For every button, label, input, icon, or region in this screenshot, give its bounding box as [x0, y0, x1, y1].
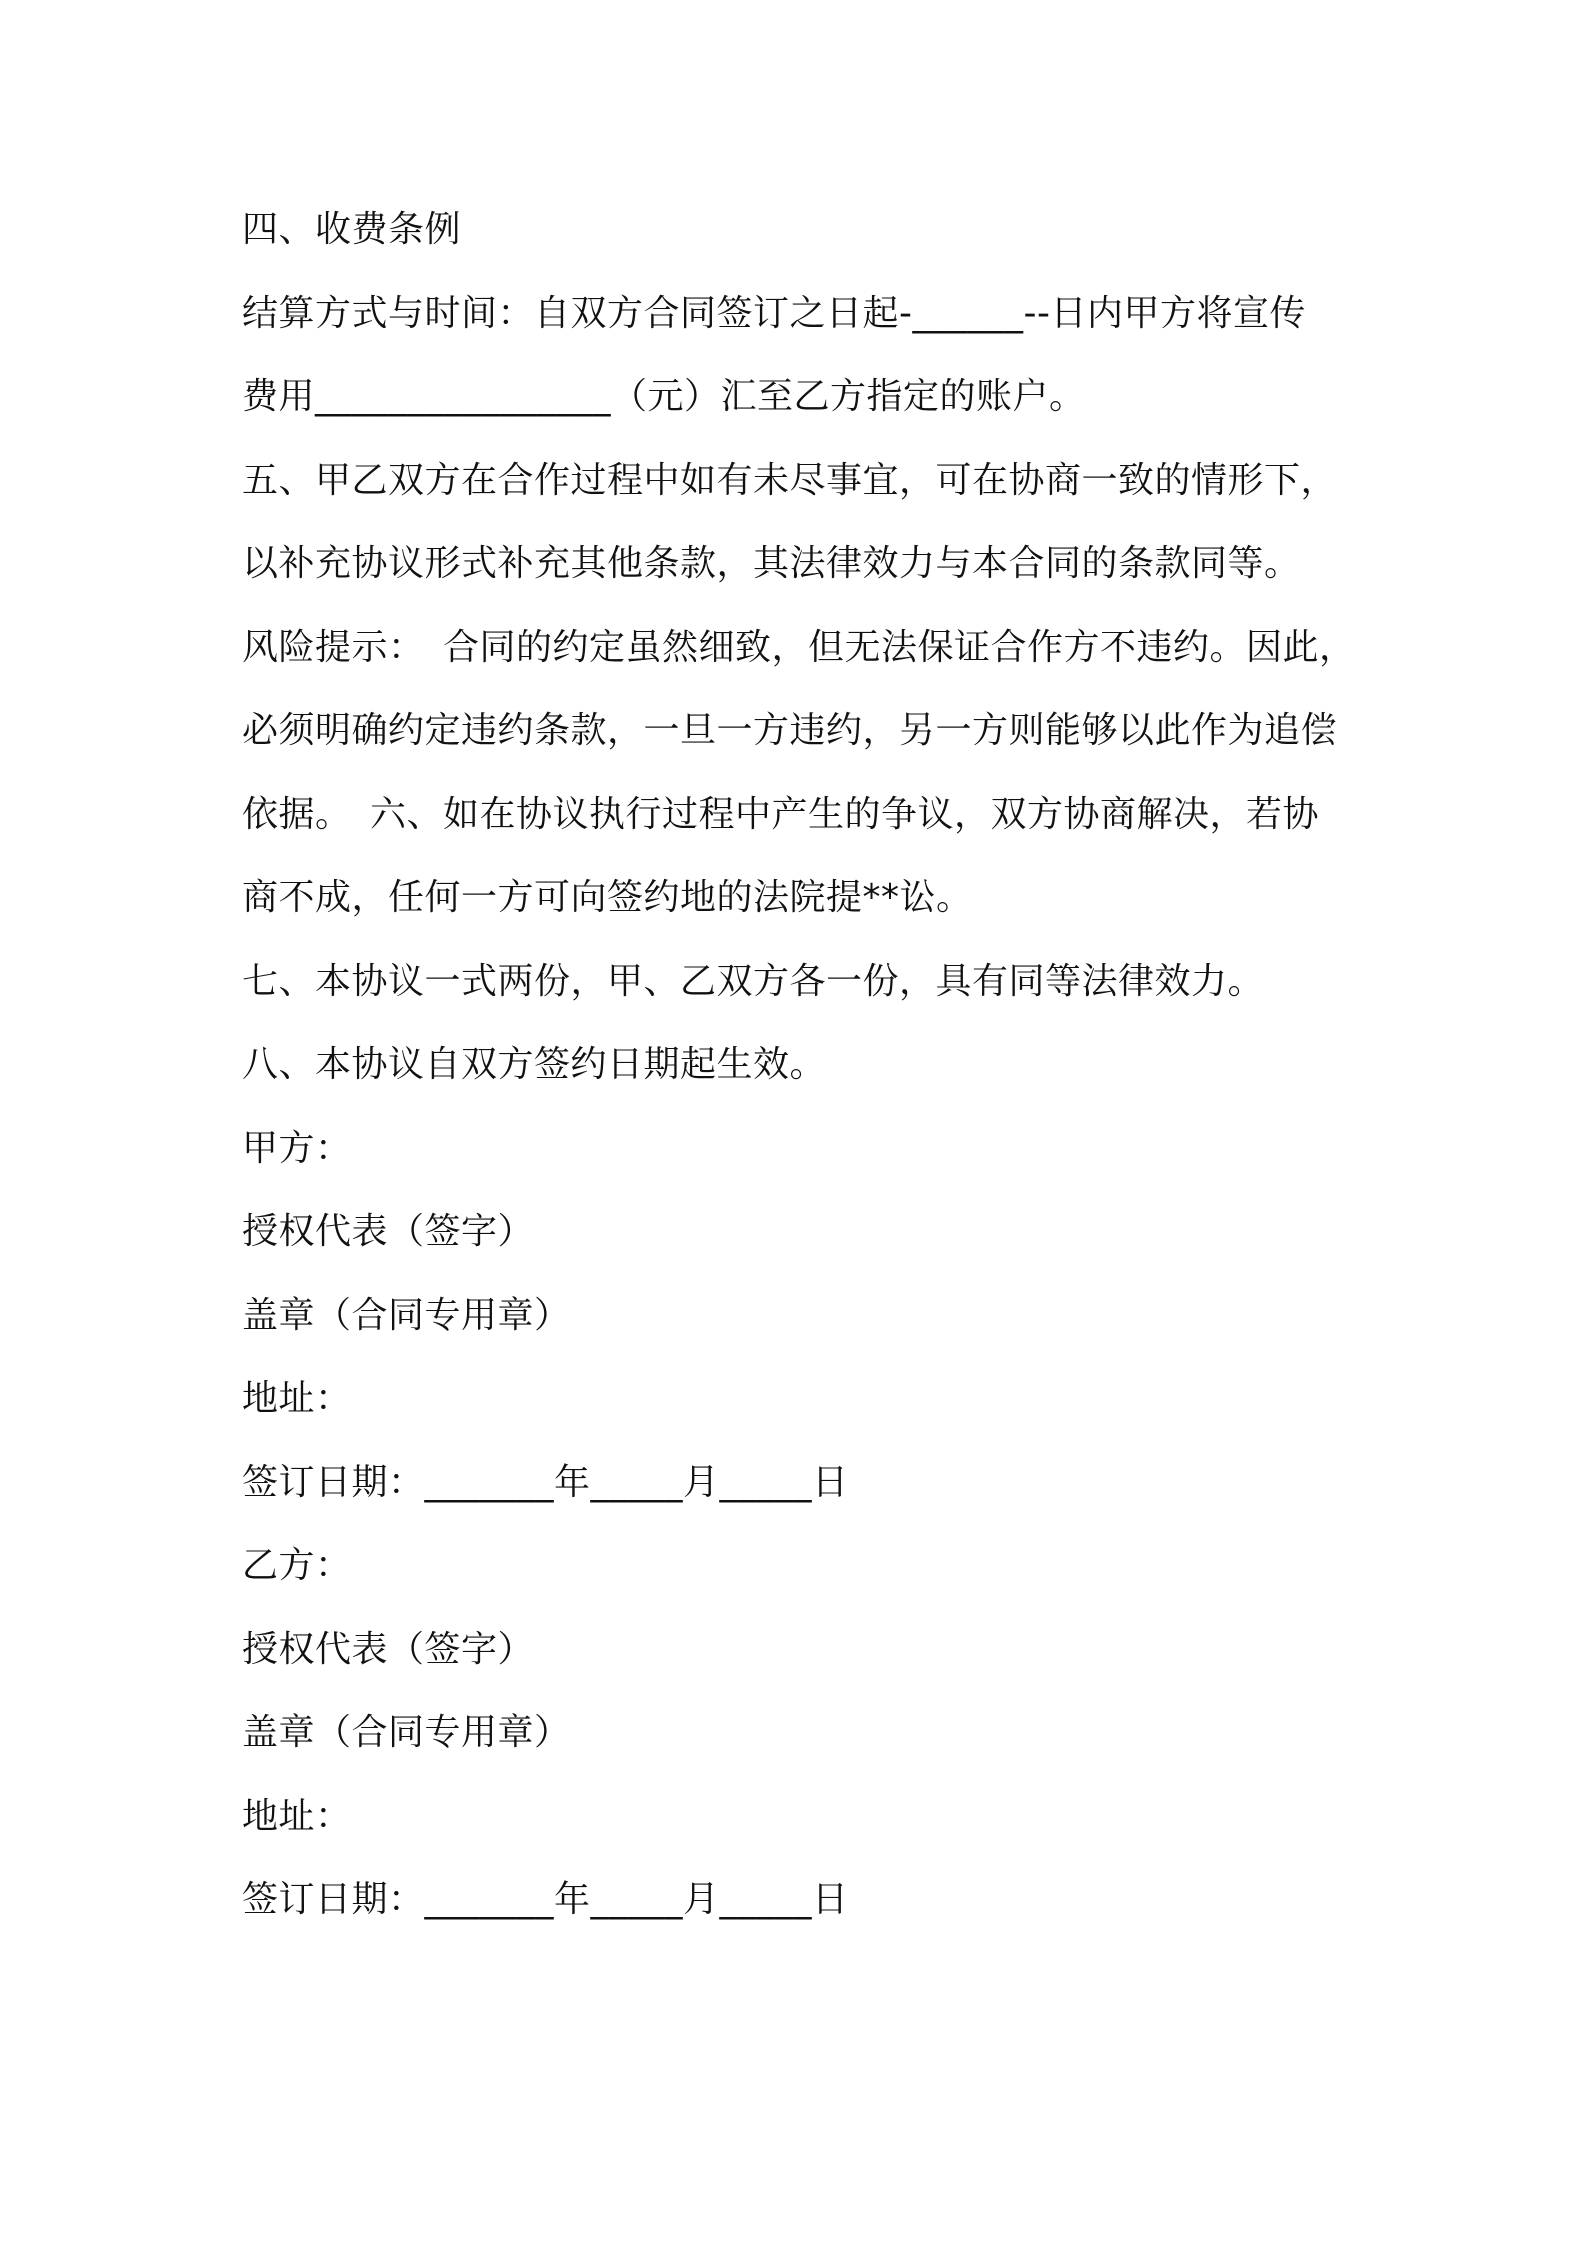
clause-six-line-2: 商不成，任何一方可向签约地的法院提**讼。 — [242, 877, 973, 918]
party-b-seal: 盖章（合同专用章） — [242, 1712, 571, 1753]
clause-eight: 八、本协议自双方签约日期起生效。 — [242, 1044, 827, 1085]
party-b-address: 地址： — [242, 1796, 352, 1837]
section-heading-fees: 四、收费条例 — [242, 209, 462, 250]
party-a-seal: 盖章（合同专用章） — [242, 1295, 571, 1336]
risk-notice-line-2: 必须明确约定违约条款，一旦一方违约，另一方则能够以此作为追偿 — [242, 710, 1338, 751]
party-a-address: 地址： — [242, 1378, 352, 1419]
risk-notice-line-1: 风险提示： 合同的约定虽然细致，但无法保证合作方不违约。因此， — [242, 627, 1356, 668]
party-a-sign-date: 签订日期：_______年_____月_____日 — [242, 1462, 849, 1503]
clause-five-line-1: 五、甲乙双方在合作过程中如有未尽事宜，可在协商一致的情形下， — [242, 460, 1338, 501]
clause-six-line-1: 依据。 六、如在协议执行过程中产生的争议，双方协商解决，若协 — [242, 794, 1320, 835]
party-b-sign-date: 签订日期：_______年_____月_____日 — [242, 1879, 849, 1920]
party-b-representative: 授权代表（签字） — [242, 1629, 535, 1670]
text-line-settlement: 结算方式与时间：自双方合同签订之日起-______--日内甲方将宣传 — [242, 293, 1306, 334]
party-a-representative: 授权代表（签字） — [242, 1211, 535, 1252]
clause-five-line-2: 以补充协议形式补充其他条款，其法律效力与本合同的条款同等。 — [242, 543, 1301, 584]
clause-seven: 七、本协议一式两份，甲、乙双方各一份，具有同等法律效力。 — [242, 961, 1265, 1002]
party-b-label: 乙方： — [242, 1545, 352, 1586]
party-a-label: 甲方： — [242, 1128, 352, 1169]
text-line-fee-amount: 费用________________（元）汇至乙方指定的账户。 — [242, 376, 1086, 417]
